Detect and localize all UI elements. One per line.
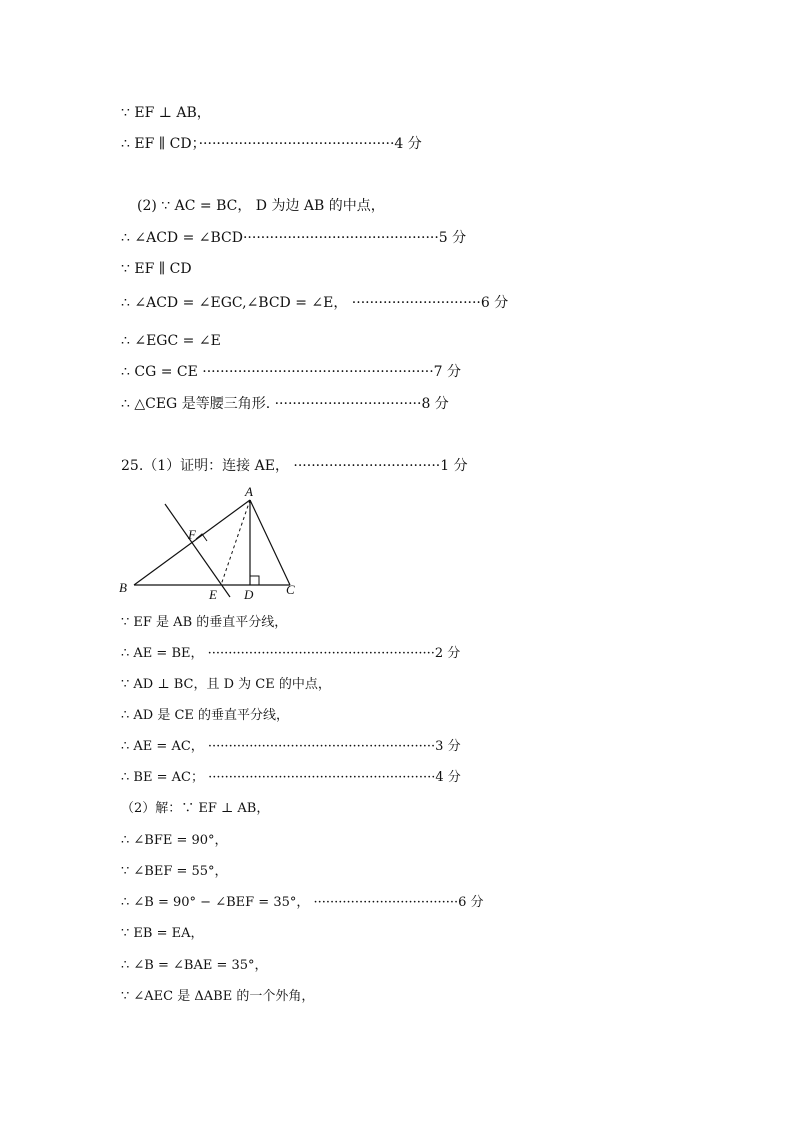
text-line: ∵ EB = EA， (121, 926, 204, 941)
text-line: ∴ ∠EGC = ∠E (121, 333, 221, 349)
text-line: ∴ ∠B = 90° − ∠BEF = 35°， ···································6 分 (121, 895, 484, 910)
right-angle-d (250, 576, 259, 585)
text-line: ∴ AE = AC， ·······················································3 分 (121, 739, 461, 754)
text-line: 25.（1）证明：连接 AE， ·································1 分 (121, 458, 468, 474)
segment-ac (250, 500, 290, 585)
text-line: （2）解：∵ EF ⊥ AB， (121, 801, 270, 816)
label-c: C (286, 582, 295, 597)
text-line: ∵ ∠AEC 是 ΔABE 的一个外角， (121, 989, 315, 1004)
segment-ae-dashed (221, 500, 250, 585)
text-line: ∴ ∠ACD = ∠EGC,∠BCD = ∠E， ·····························6 分 (121, 295, 509, 311)
text-line: ∵ EF ∥ CD (121, 261, 192, 277)
label-b: B (119, 580, 127, 595)
label-a: A (245, 484, 253, 499)
text-line: ∴ ∠BFE = 90°， (121, 833, 228, 848)
text-line: ∴ AE = BE， ·······················································2 分 (121, 646, 461, 661)
text-line: ∴ ∠ACD = ∠BCD············································5 分 (121, 230, 467, 246)
text-line: ∴ AD 是 CE 的垂直平分线， (121, 708, 290, 723)
line-ef (165, 504, 230, 597)
text-line: ∴ △CEG 是等腰三角形. ·································8 分 (121, 396, 449, 412)
label-f: F (188, 527, 196, 542)
label-d: D (244, 587, 254, 602)
text-line: ∵ ∠BEF = 55°， (121, 864, 228, 879)
text-line: ∴ CG = CE ····················································7 分 (121, 364, 462, 380)
text-line: ∴ EF ∥ CD；············································4 分 (121, 136, 422, 152)
geometry-figure (115, 482, 305, 602)
right-angle-f (196, 534, 207, 541)
text-line: ∵ EF ⊥ AB， (121, 105, 211, 121)
text-line: ∴ ∠B = ∠BAE = 35°， (121, 958, 268, 973)
text-line: ∵ AD ⊥ BC，且 D 为 CE 的中点， (121, 677, 331, 692)
text-line: ∴ BE = AC； ·······················································4 分 (121, 770, 461, 785)
text-line: ∵ EF 是 AB 的垂直平分线， (121, 615, 288, 630)
label-e: E (209, 587, 217, 602)
text-line: (2) ∵ AC = BC， D 为边 AB 的中点， (137, 198, 385, 214)
